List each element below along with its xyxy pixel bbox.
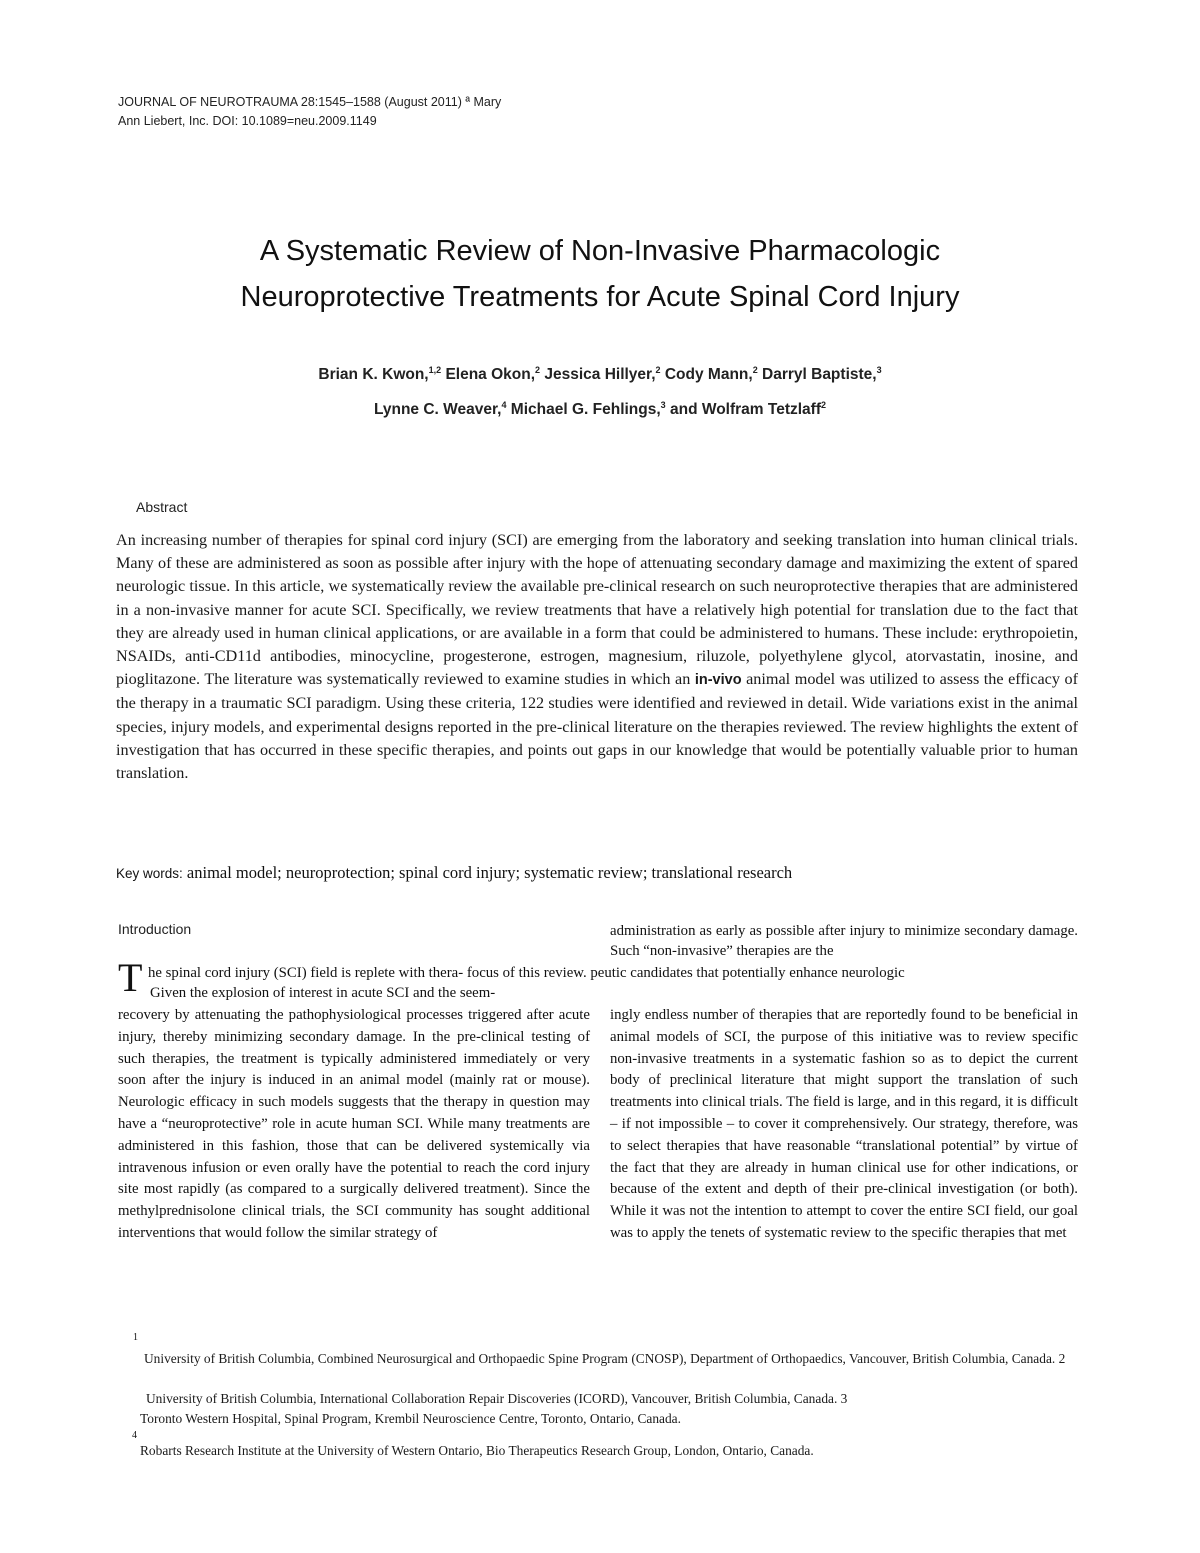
author-affiliation: 2	[535, 365, 541, 375]
footnote-4: Robarts Research Institute at the University of Western Ontario, Bio Therapeutics Research Group, London, Ontario, Canada.	[140, 1443, 814, 1458]
author-name: and Wolfram Tetzlaff	[665, 401, 821, 419]
footnote-3: Toronto Western Hospital, Spinal Program, Krembil Neuroscience Centre, Toronto, Ontario, Canada.	[140, 1411, 681, 1426]
footnote-number-4: 4	[132, 1430, 137, 1441]
abstract-text-part1: An increasing number of therapies for spinal cord injury (SCI) are emerging from the laboratory and seeking translation into human clinical trials. Many of these are administered as soon as possible after injury with the hope of attenuating secondary damage and maximizing the extent of spared neurologic tissue. In this article, we systematically review the available pre-clinical research on such neuroprotective therapies that are administered in a non-invasive manner for acute SCI. Specifically, we review treatments that have a relatively high potential for translation due to the fact that they are already used in human clinical applications, or are available in a form that could be administered to humans. These include: erythropoietin, NSAIDs, anti-CD11d antibodies, minocycline, progesterone, estrogen, magnesium, riluzole, polyethylene glycol, atorvastatin, inosine, and pioglitazone. The literature was systematically reviewed to examine studies in which an	[116, 531, 1078, 689]
author-affiliation: 2	[820, 400, 826, 411]
intro-left-column: recovery by attenuating the pathophysiological processes triggered after acute injury, thereby minimizing secondary damage. In the pre-clinical testing of such therapies, the treatment is typically administered immediately or very soon after the injury is induced in an animal model (mainly rat or mouse). Neurologic efficacy in such models suggests that the therapy in question may have a “neuroprotective” role in acute human SCI. While many treatments are administered in this fashion, those that can be delivered systemically via intravenous infusion or even orally have the potential to reach the cord injury site most rapidly (as compared to a surgically delivered treatment). Since the methylprednisolone clinical trials, the SCI community has sought additional interventions that would follow the similar strategy of	[118, 1007, 590, 1241]
footnote-number-1: 1	[133, 1332, 138, 1343]
keywords	[116, 862, 1078, 885]
author-name: Lynne C. Weaver,	[373, 401, 502, 419]
author-name: Michael G. Fehlings,	[506, 401, 661, 419]
author-name: Darryl Baptiste,	[757, 366, 877, 384]
abstract-text-part2: animal model was utilized to assess the efficacy of the therapy in a traumatic SCI paradigm. Using these criteria, 122 studies were identified and reviewed in detail. Wide variations exist in the animal species, injury models, and experimental designs reported in the pre-clinical literature on the therapies reviewed. The review highlights the extent of investigation that has occurred in these specific therapies, and points out gaps in our knowledge that would be potentially valuable prior to human translation.	[116, 670, 1078, 783]
intro-dropcap-line1: he spinal cord injury (SCI) field is replete with thera- focus of this review. peutic candidates that potentially enhance neurologic	[148, 965, 905, 981]
keywords-text: animal model; neuroprotection; spinal cord injury; systematic review; translational research	[182, 863, 793, 882]
journal-header-line2: Ann Liebert, Inc. DOI: 10.1089=neu.2009.1149	[118, 114, 377, 128]
author-name: Cody Mann,	[660, 366, 753, 384]
article-title	[100, 228, 1100, 320]
drop-cap: T	[118, 955, 143, 1000]
intro-dropcap-line2: Given the explosion of interest in acute SCI and the seem-	[150, 985, 496, 1001]
abstract-text	[116, 529, 1078, 785]
abstract-heading: Abstract	[136, 499, 188, 515]
intro-right-top-text: administration as early as possible after injury to minimize secondary damage. Such “non-invasive” therapies are the	[610, 923, 1078, 959]
journal-header	[118, 93, 558, 131]
author-affiliation: 2	[752, 365, 758, 375]
introduction-heading: Introduction	[118, 921, 192, 937]
author-name: Elena Okon,	[441, 366, 536, 384]
intro-dropcap-lines	[118, 963, 1082, 1003]
author-affiliation: 3	[660, 400, 666, 411]
author-name: Jessica Hillyer,	[540, 366, 656, 384]
keywords-label: Key words:	[116, 866, 183, 881]
abstract-bold-term: in-vivo	[694, 672, 742, 689]
author-affiliation: 1,2	[428, 365, 442, 375]
journal-header-line1: JOURNAL OF NEUROTRAUMA 28:1545–1588 (August 2011) ª Mary	[118, 95, 502, 109]
intro-right-column: ingly endless number of therapies that are reportedly found to be beneficial in animal models of SCI, the purpose of this initiative was to review specific non-invasive treatments in a systematic fashion so as to depict the current body of preclinical literature that might support the translation of such treatments into clinical trials. The field is large, and in this regard, it is difficult – if not impossible – to cover it comprehensively. Our strategy, therefore, was to select therapies that have reasonable “translational potential” by virtue of the fact that they are already in human clinical use for other indications, or because of the extent and depth of their pre-clinical investigation (or both). While it was not the intention to attempt to cover the entire SCI field, our goal was to apply the tenets of systematic review to the specific therapies that met	[610, 1007, 1078, 1241]
footnote-1: University of British Columbia, Combined Neurosurgical and Orthopaedic Spine Program (CNOSP), Department of Orthopaedics, Vancouver, British Columbia, Canada. 2	[144, 1351, 1066, 1366]
author-list	[150, 355, 1050, 425]
author-line1	[150, 355, 1050, 390]
article-title-line1: A Systematic Review of Non-Invasive Pharmacologic	[259, 235, 941, 267]
author-affiliation: 2	[655, 365, 661, 375]
author-name: Brian K. Kwon,	[318, 366, 429, 384]
author-affiliation: 4	[501, 400, 507, 411]
author-line2	[150, 390, 1050, 425]
article-title-line2: Neuroprotective Treatments for Acute Spinal Cord Injury	[240, 281, 960, 313]
author-affiliation: 3	[876, 365, 882, 375]
footnote-2: University of British Columbia, International Collaboration Repair Discoveries (ICORD), Vancouver, British Columbia, Canada. 3	[146, 1391, 848, 1406]
